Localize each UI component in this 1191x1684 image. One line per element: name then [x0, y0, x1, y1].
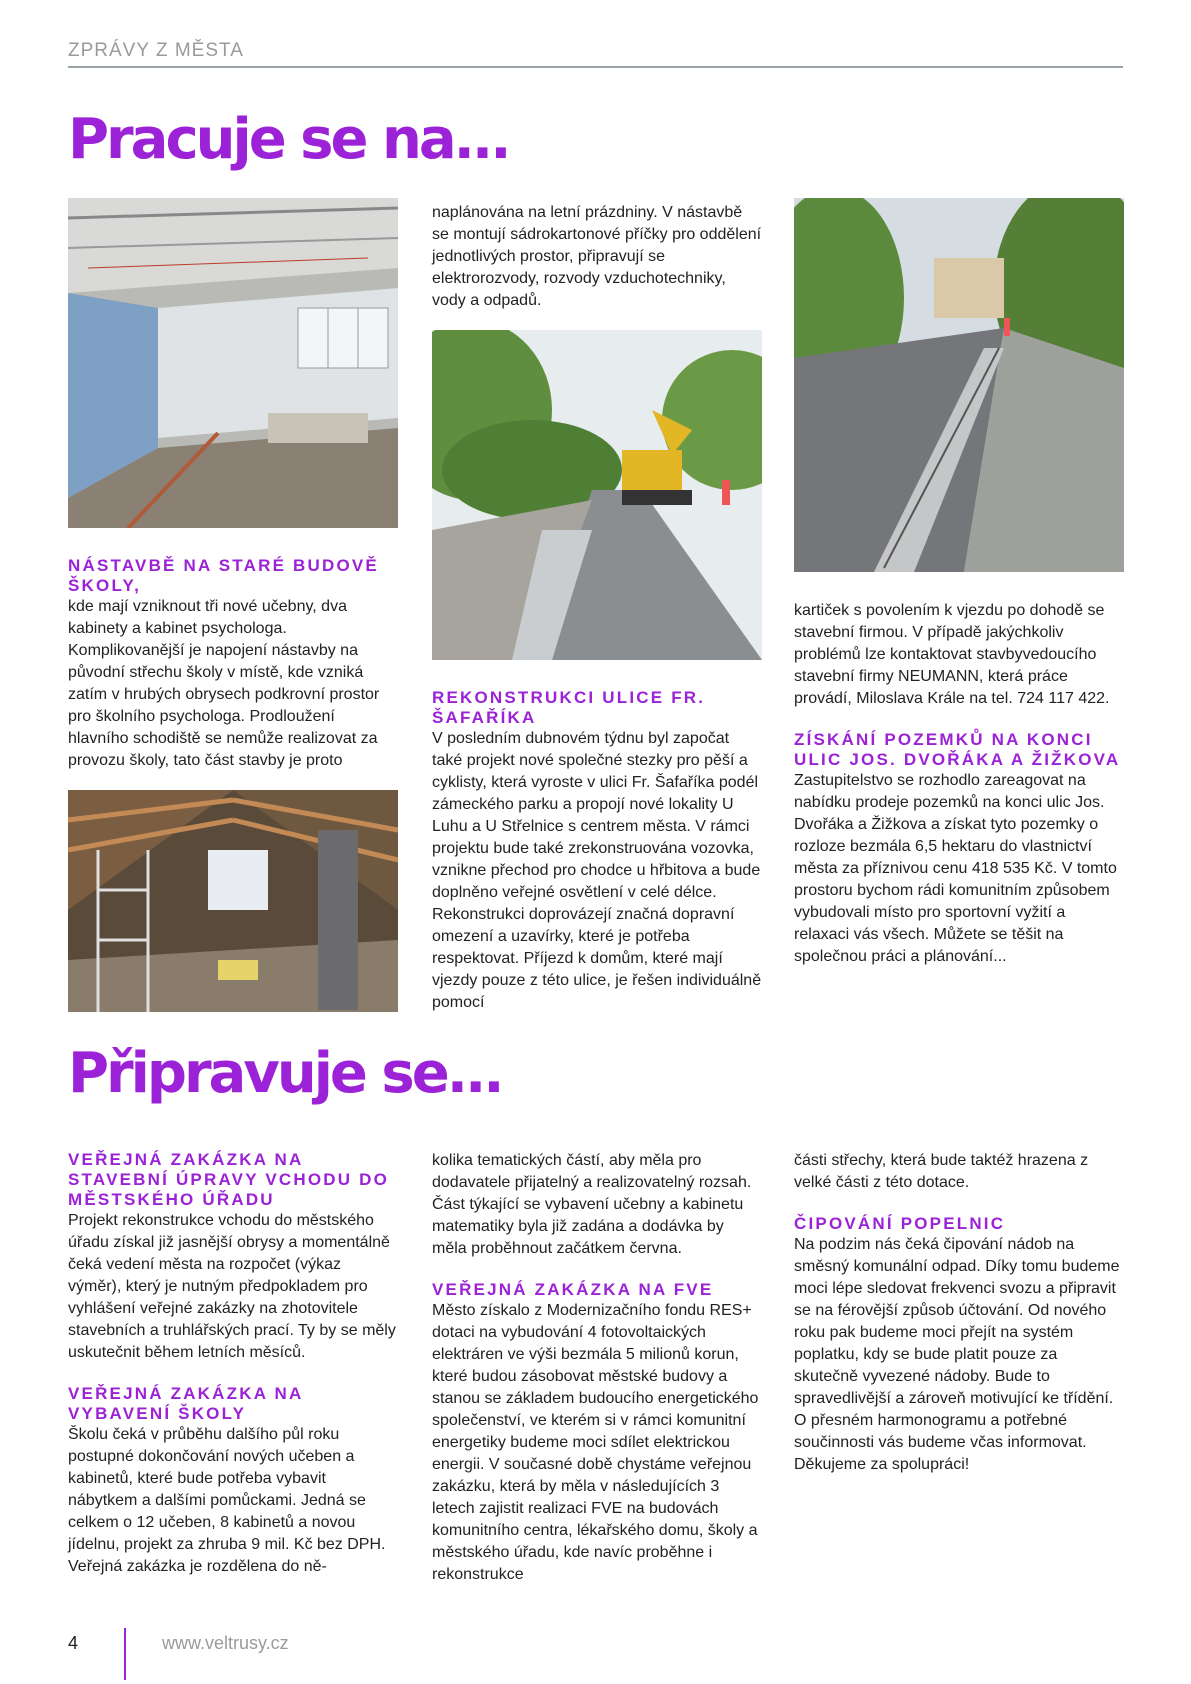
article-fve-text: Město získalo z Modernizačního fondu RES+ dotaci na vybudování 4 fotovoltaických elektráren ve výši bezmála 5 milionů korun, které budou zásobovat městské budovy a stanou se základem budoucího energetického společenství, ve kterém si v rámci komunitní energetiky budeme moci sdílet elektrickou energii. V současné době chystáme veřejnou zakázku, která by měla v následujících 3 letech zajistit realizaci FVE na budovách komunitního centra, lékařského domu, školy a městského úřadu, kde navíc proběhne i rekonstrukce [432, 1302, 759, 1583]
article-school [68, 556, 398, 772]
article-bins-title: ČIPOVÁNÍ POPELNIC [794, 1214, 1006, 1233]
photo-school-attic [68, 198, 398, 528]
article-bottom-col2 [432, 1150, 762, 1586]
article-bottom-col1 [68, 1150, 398, 1578]
photo-street-curbs [794, 198, 1124, 572]
article-bins-text: Na podzim nás čeká čipování nádob na směsný komunální odpad. Díky tomu budeme moci lépe sledovat frekvenci svozu a připravit se na férovější způsob účtování. Od nového roku pak budeme moci přejít na systém poplatku, kdy se bude platit pouze za skutečně vyvezené nádoby. Bude to spravedlivější a zároveň motivující ke třídění. O přesném harmonogramu a potřebné součinnosti vás budeme včas informovat. Děkujeme za spolupráci! [794, 1236, 1120, 1473]
photo-roof-structure [68, 790, 398, 1012]
article-col3 [794, 600, 1124, 968]
photo-street-works [432, 330, 762, 660]
article-school-text: kde mají vzniknout tři nové učebny, dva kabinety a kabinet psychologa. Komplikovanější je napojení nástavby na původní střechu školy v místě, kde vzniká zatím v hrubých obrysech podkrovní prostor pro školního psychologa. Prodloužení hlavního schodiště se nemůže realizovat za provozu školy, tato část stavby je proto [68, 598, 380, 769]
article-equipment-continued-text: kolika tematických částí, aby měla pro dodavatele přijatelný a realizovatelný rozsah. Část týkající se vybavení učebny a kabinetu matematiky byla již zadána a dodávka by měla proběhnout začátkem června. [432, 1152, 752, 1257]
article-land-title: ZÍSKÁNÍ POZEMKŮ NA KONCI ULIC JOS. DVOŘÁKA A ŽIŽKOVA [794, 730, 1121, 769]
article-equipment-title: VEŘEJNÁ ZAKÁZKA NA VYBAVENÍ ŠKOLY [68, 1384, 303, 1423]
heading-working: Pracuje se na... [68, 107, 509, 172]
header-rule [68, 66, 1123, 68]
heading-preparing: Připravuje se... [68, 1041, 502, 1106]
article-entrance-title: VEŘEJNÁ ZAKÁZKA NA STAVEBNÍ ÚPRAVY VCHODU DO MĚSTSKÉHO ÚŘADU [68, 1150, 390, 1209]
article-land-text: Zastupitelstvo se rozhodlo zareagovat na nabídku prodeje pozemků na konci ulic Jos. Dvořáka a Žižkova a získat tyto pozemky o rozloze bezmála 6,5 hektaru do vlastnictví města za příznivou cenu 418 535 Kč. V tomto prostoru bychom rádi komunitním způsobem vybudovali místo pro sportovní vyžití a relaxaci vás všech. Můžete se těšit na společnou práci a plánování... [794, 772, 1117, 965]
article-street-continued-text: kartiček s povolením k vjezdu po dohodě se stavební firmou. V případě jakýchkoliv problémů lze kontaktovat stavbyvedoucího stavební firmy NEUMANN, která práce provádí, Miloslava Krále na tel. 724 117 422. [794, 602, 1110, 707]
footer-url-link[interactable]: www.veltrusy.cz [162, 1633, 289, 1653]
article-bottom-col3 [794, 1150, 1124, 1476]
article-street-text: V posledním dubnovém týdnu byl započat také projekt nové společné stezky pro pěší a cyklisty, která vyroste v ulici Fr. Šafaříka podél zámeckého parku a propojí nové lokality U Luhu a U Střelnice s centrem města. V rámci projektu bude také zrekonstruována vozovka, vznikne přechod pro chodce u hřbitova a bude doplněno veřejné osvětlení v celé délce. Rekonstrukci doprovázejí značná dopravní omezení a uzavírky, které je potřeba respektovat. Příjezd k domům, které mají vjezdy pouze z této ulice, je řešen individuálně pomocí [432, 730, 762, 1011]
article-street-title: REKONSTRUKCI ULICE FR. ŠAFAŘÍKA [432, 688, 706, 727]
article-school-continued [432, 202, 762, 312]
article-entrance-text: Projekt rekonstrukce vchodu do městského úřadu získal již jasnější obrysy a momentálně čeká vedení města na rozpočet (výkaz výměr), který je nutným předpokladem pro vyhlášení veřejné zakázky na zhotovitele stavebních a truhlářských prací. Ty by se měly uskutečnit během letních měsíců. [68, 1212, 396, 1361]
section-label: ZPRÁVY Z MĚSTA [68, 40, 244, 61]
article-school-title: NÁSTAVBĚ NA STARÉ BUDOVĚ ŠKOLY, [68, 556, 379, 595]
page-number: 4 [68, 1633, 79, 1653]
article-fve-continued-text: části střechy, která bude taktéž hrazena z velké části z této dotace. [794, 1152, 1089, 1191]
article-equipment-text: Školu čeká v průběhu dalšího půl roku postupné dokončování nových učeben a kabinetů, které bude potřeba vybavit nábytkem a dalšími pomůckami. Jedná se celkem o 12 učeben, 8 kabinetů a novou jídelnu, projekt za zhruba 9 mil. Kč bez DPH. Veřejná zakázka je rozdělena do ně- [68, 1426, 386, 1575]
article-fve-title: VEŘEJNÁ ZAKÁZKA NA FVE [432, 1280, 714, 1299]
article-school-continued-text: naplánována na letní prázdniny. V nástavbě se montují sádrokartonové příčky pro oddělení jednotlivých prostor, připravují se elektrorozvody, rozvody vzduchotechniky, vody a odpadů. [432, 204, 762, 309]
footer-divider [124, 1628, 126, 1680]
article-street [432, 688, 762, 1014]
